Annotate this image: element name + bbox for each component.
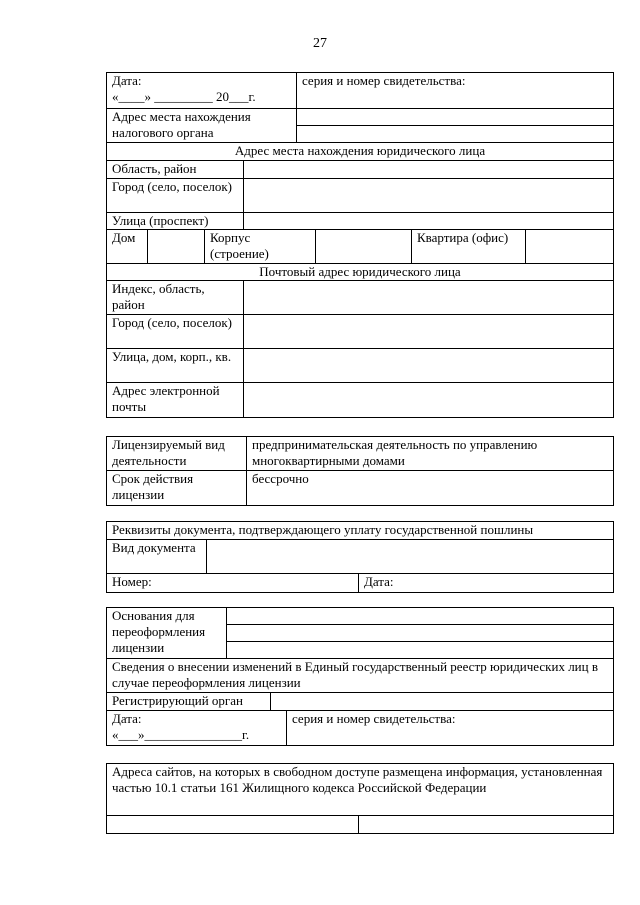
- street-label: Улица (проспект): [107, 213, 244, 229]
- date-label: Дата:: [112, 73, 142, 88]
- postal-address-heading: Почтовый адрес юридического лица: [259, 264, 461, 279]
- fee-heading: Реквизиты документа, подтверждающего уплату государственной пошлины: [112, 522, 534, 537]
- legal-address-heading: Адрес места нахождения юридического лица: [234, 143, 486, 158]
- index-label: Индекс, область, район: [107, 281, 244, 314]
- tax-address-field-1[interactable]: [297, 109, 613, 126]
- tax-address-field-2[interactable]: [297, 126, 613, 142]
- building-label: Корпус (строение): [205, 230, 316, 263]
- street-field[interactable]: [244, 213, 613, 229]
- certificate-label: серия и номер свидетельства:: [302, 73, 466, 88]
- postal-city-field[interactable]: [244, 315, 613, 348]
- email-label: Адрес электронной почты: [107, 383, 244, 417]
- tax-address-label: Адрес места нахождения налогового органа: [107, 109, 297, 142]
- reissue-certificate-label: серия и номер свидетельства:: [292, 711, 456, 726]
- grounds-fields: [227, 608, 613, 658]
- website-field-1[interactable]: [107, 816, 359, 833]
- reissue-table: [106, 607, 614, 746]
- activity-label: Лицензируемый вид деятельности: [107, 437, 247, 470]
- postal-street-label: Улица, дом, корп., кв.: [107, 349, 244, 382]
- postal-city-label: Город (село, поселок): [107, 315, 244, 348]
- tax-address-fields: [297, 109, 613, 142]
- reissue-date-label: Дата:: [112, 711, 142, 726]
- websites-table: [106, 763, 614, 834]
- registry-text: Сведения о внесении изменений в Единый государственный реестр юридических лиц в случае переоформления лицензии: [112, 659, 598, 690]
- index-field[interactable]: [244, 281, 613, 314]
- house-field[interactable]: [148, 230, 205, 263]
- city-field[interactable]: [244, 179, 613, 212]
- grounds-field-1[interactable]: [227, 608, 613, 625]
- term-value: бессрочно: [252, 471, 309, 486]
- postal-street-field[interactable]: [244, 349, 613, 382]
- fee-document-table: [106, 521, 614, 593]
- websites-heading: Адреса сайтов, на которых в свободном доступе размещена информация, установленная частью 10.1 статьи 161 Жилищного кодекса Российской Федерации: [112, 764, 603, 795]
- grounds-field-3[interactable]: [227, 642, 613, 658]
- reissue-date-line: «___»_______________г.: [112, 727, 250, 742]
- city-label: Город (село, поселок): [107, 179, 244, 212]
- registrar-label: Регистрирующий орган: [107, 693, 271, 710]
- house-label: Дом: [107, 230, 148, 263]
- building-field[interactable]: [316, 230, 412, 263]
- apartment-label: Квартира (офис): [412, 230, 526, 263]
- grounds-label: Основания для переоформления лицензии: [107, 608, 227, 658]
- license-address-table: [106, 72, 614, 418]
- website-field-2[interactable]: [359, 816, 613, 833]
- page-number: 27: [313, 36, 327, 51]
- number-label: Номер:: [107, 574, 359, 592]
- grounds-field-2[interactable]: [227, 625, 613, 642]
- fee-date-label: Дата:: [364, 574, 394, 589]
- term-label: Срок действия лицензии: [107, 471, 247, 505]
- activity-table: [106, 436, 614, 506]
- doc-type-field[interactable]: [207, 540, 613, 573]
- doc-type-label: Вид документа: [107, 540, 207, 573]
- region-field[interactable]: [244, 161, 613, 178]
- apartment-field[interactable]: [526, 230, 613, 263]
- registrar-field[interactable]: [271, 693, 613, 710]
- email-field[interactable]: [244, 383, 613, 417]
- date-cell: [107, 73, 297, 108]
- region-label: Область, район: [107, 161, 244, 178]
- activity-value: предпринимательская деятельность по управлению многоквартирными домами: [252, 437, 538, 468]
- date-line: «____» _________ 20___г.: [112, 89, 256, 104]
- reissue-date-cell: [107, 711, 287, 745]
